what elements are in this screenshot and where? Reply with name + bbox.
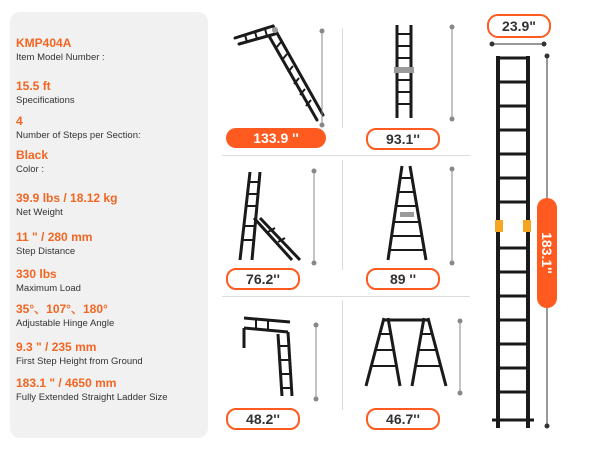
measure-pill: 93.1'': [366, 128, 440, 150]
ladder-illustration: [360, 312, 452, 392]
height-indicator: [448, 24, 456, 122]
height-indicator: [448, 166, 456, 266]
spec-value: 39.9 lbs / 18.12 kg: [16, 191, 118, 205]
spec-label: Specifications: [16, 95, 75, 106]
spec-color: [16, 148, 48, 176]
spec-label: Maximum Load: [16, 283, 81, 294]
width-measure-pill: 23.9": [487, 14, 551, 38]
spec-extended-size: [16, 376, 168, 404]
spec-value: 330 lbs: [16, 267, 57, 281]
ladder-illustration: [385, 22, 425, 122]
measure-pill: 76.2'': [226, 268, 300, 290]
ladder-illustration: [230, 168, 305, 268]
grid-divider: [342, 28, 343, 128]
spec-panel: [10, 12, 208, 438]
grid-divider: [222, 155, 470, 156]
spec-label: Number of Steps per Section:: [16, 130, 141, 141]
spec-steps: [16, 114, 141, 142]
measure-pill: 46.7'': [366, 408, 440, 430]
spec-value: 183.1 " / 4650 mm: [16, 376, 117, 390]
spec-max-load: [16, 267, 81, 295]
spec-label: Color :: [16, 164, 44, 175]
spec-size: [16, 79, 75, 107]
spec-value: 4: [16, 114, 23, 128]
height-indicator: [310, 168, 318, 266]
height-measure-text: 183.1'': [539, 232, 555, 274]
spec-value: 15.5 ft: [16, 79, 51, 93]
spec-hinge-angle: [16, 302, 114, 330]
spec-label: Adjustable Hinge Angle: [16, 318, 115, 329]
spec-label: Fully Extended Straight Ladder Size: [16, 392, 168, 403]
measure-pill: 133.9 '': [226, 128, 326, 148]
spec-value: 9.3 " / 235 mm: [16, 340, 97, 354]
spec-value: KMP404A: [16, 36, 72, 50]
spec-value: 11 " / 280 mm: [16, 230, 93, 244]
spec-model: [16, 36, 105, 64]
extended-ladder-illustration: [488, 52, 538, 432]
height-measure-pill: [537, 198, 557, 308]
spec-value: Black: [16, 148, 49, 162]
spec-step-distance: [16, 230, 92, 258]
ladder-illustration: [232, 308, 310, 403]
spec-label: Item Model Number :: [16, 52, 105, 63]
height-indicator: [312, 322, 320, 402]
grid-divider: [342, 300, 343, 410]
measure-pill: 48.2'': [226, 408, 300, 430]
spec-value: 35°、107°、180°: [16, 302, 108, 316]
height-indicator: [318, 28, 326, 128]
spec-label: Step Distance: [16, 246, 76, 257]
spec-first-step: [16, 340, 143, 368]
height-indicator: [456, 318, 464, 396]
spec-weight: [16, 191, 117, 219]
grid-divider: [342, 160, 343, 270]
width-indicator: [488, 40, 548, 48]
measure-pill: 89 '': [366, 268, 440, 290]
spec-label: Net Weight: [16, 207, 63, 218]
spec-label: First Step Height from Ground: [16, 356, 143, 367]
ladder-illustration: [380, 162, 435, 267]
grid-divider: [222, 296, 470, 297]
